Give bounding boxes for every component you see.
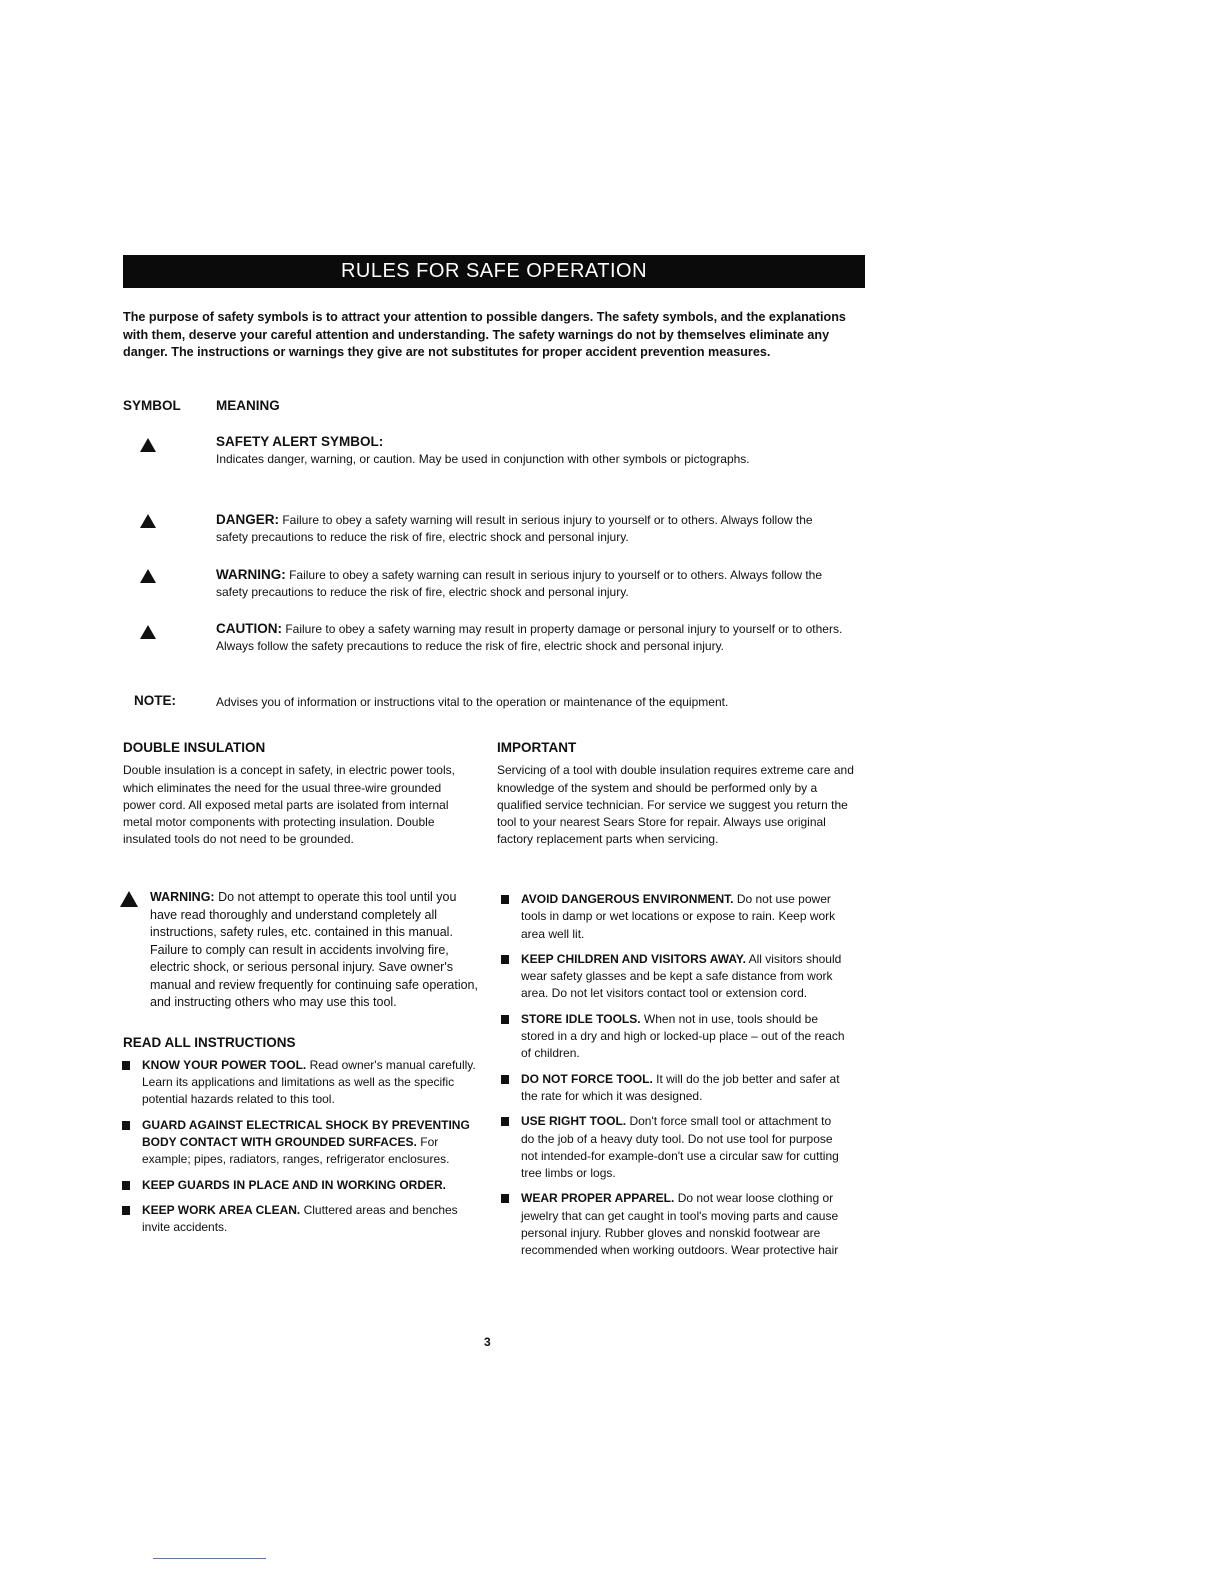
safety-alert-icon: [140, 438, 156, 452]
symbol-label: WARNING:: [216, 567, 286, 582]
list-item: GUARD AGAINST ELECTRICAL SHOCK BY PREVENTING BODY CONTACT WITH GROUNDED SURFACES. For example; pipes, radiators, ranges, refrigerator enclosures.: [118, 1117, 483, 1169]
symbol-caution: [216, 620, 846, 655]
section-heading: IMPORTANT: [497, 740, 577, 755]
symbol-safety-alert: [216, 433, 846, 468]
warning-triangle-icon: [120, 891, 138, 907]
symbol-column-header: SYMBOL: [123, 398, 181, 413]
symbol-label: CAUTION:: [216, 621, 282, 636]
list-item: KEEP GUARDS IN PLACE AND IN WORKING ORDER.: [118, 1177, 483, 1194]
symbol-text: Failure to obey a safety warning can result in serious injury to yourself or to others. Always follow the safety precautions to reduce the risk of fire, electric shock and personal injury.: [216, 568, 823, 599]
right-column: [497, 891, 847, 1268]
symbol-label: SAFETY ALERT SYMBOL:: [216, 434, 384, 449]
left-column: [118, 889, 483, 1244]
section-heading: DOUBLE INSULATION: [123, 740, 266, 755]
list-item: USE RIGHT TOOL. Don't force small tool or attachment to do the job of a heavy duty tool. Do not use tool for purpose not intended-for example-don't use a circular saw for cutting tree limbs or logs.: [497, 1113, 847, 1182]
warning-alert-icon: [140, 569, 156, 583]
symbol-label: DANGER:: [216, 512, 279, 527]
list-item: AVOID DANGEROUS ENVIRONMENT. Do not use power tools in damp or wet locations or expose to rain. Keep work area well lit.: [497, 891, 847, 943]
double-insulation-section: [123, 739, 463, 849]
intro-paragraph: The purpose of safety symbols is to attract your attention to possible dangers. The safety symbols, and the explanations with them, deserve your careful attention and understanding. The safety warnings do not by themselves eliminate any danger. The instructions or warnings they give are not substitutes for proper accident prevention measures.: [123, 310, 846, 359]
note-label: NOTE:: [134, 693, 176, 708]
section-text: Servicing of a tool with double insulation requires extreme care and knowledge of the system and should be performed only by a qualified service technician. For service we suggest you return the tool to your nearest Sears Store for repair. Always use original factory replacement parts when servicing.: [497, 763, 854, 847]
warning-text: Do not attempt to operate this tool until you have read thoroughly and understand completely all instructions, safety rules, etc. contained in this manual. Failure to comply can result in accidents involving fire, electric shock, or serious personal injury. Save owner's manual and review frequently for continuing safe operation, and instructing others who may use this tool.: [150, 890, 478, 1009]
list-item: KEEP WORK AREA CLEAN. Cluttered areas and benches invite accidents.: [118, 1202, 483, 1237]
list-item: WEAR PROPER APPAREL. Do not wear loose clothing or jewelry that can get caught in tool's moving parts and cause personal injury. Rubber gloves and nonskid footwear are recommended when working outdoors. Wear protective hair: [497, 1190, 847, 1259]
list-item: KNOW YOUR POWER TOOL. Read owner's manual carefully. Learn its applications and limitations as well as the specific potential hazards related to this tool.: [118, 1057, 483, 1109]
page-number: 3: [484, 1335, 491, 1349]
list-item: DO NOT FORCE TOOL. It will do the job better and safer at the rate for which it was designed.: [497, 1071, 847, 1106]
section-text: Double insulation is a concept in safety, in electric power tools, which eliminates the need for the usual three-wire grounded power cord. All exposed metal parts are isolated from internal metal motor components with protecting insulation. Double insulated tools do not need to be grounded.: [123, 763, 455, 847]
note-text: Advises you of information or instructions vital to the operation or maintenance of the equipment.: [216, 695, 729, 709]
danger-alert-icon: [140, 514, 156, 528]
symbol-warning: [216, 566, 846, 601]
symbol-danger: [216, 511, 846, 546]
warning-box: [118, 889, 483, 1012]
important-section: [497, 739, 857, 849]
section-title-banner: RULES FOR SAFE OPERATION: [123, 255, 865, 288]
read-all-heading: READ ALL INSTRUCTIONS: [123, 1034, 296, 1050]
symbol-text: Failure to obey a safety warning will result in serious injury to yourself or to others. Always follow the safety precautions to reduce the risk of fire, electric shock and personal injury.: [216, 513, 813, 544]
list-item: KEEP CHILDREN AND VISITORS AWAY. All visitors should wear safety glasses and be kept a safe distance from work area. Do not let visitors contact tool or extension cord.: [497, 951, 847, 1003]
meaning-column-header: MEANING: [216, 398, 280, 413]
footer-rule: [153, 1558, 266, 1559]
list-item: STORE IDLE TOOLS. When not in use, tools should be stored in a dry and high or locked-up place – out of the reach of children.: [497, 1011, 847, 1063]
warning-label: WARNING:: [150, 890, 215, 904]
caution-alert-icon: [140, 625, 156, 639]
symbol-text: Indicates danger, warning, or caution. May be used in conjunction with other symbols or pictographs.: [216, 452, 750, 466]
symbol-text: Failure to obey a safety warning may result in property damage or personal injury to yourself or to others. Always follow the safety precautions to reduce the risk of fire, electric shock and personal injury.: [216, 622, 843, 653]
